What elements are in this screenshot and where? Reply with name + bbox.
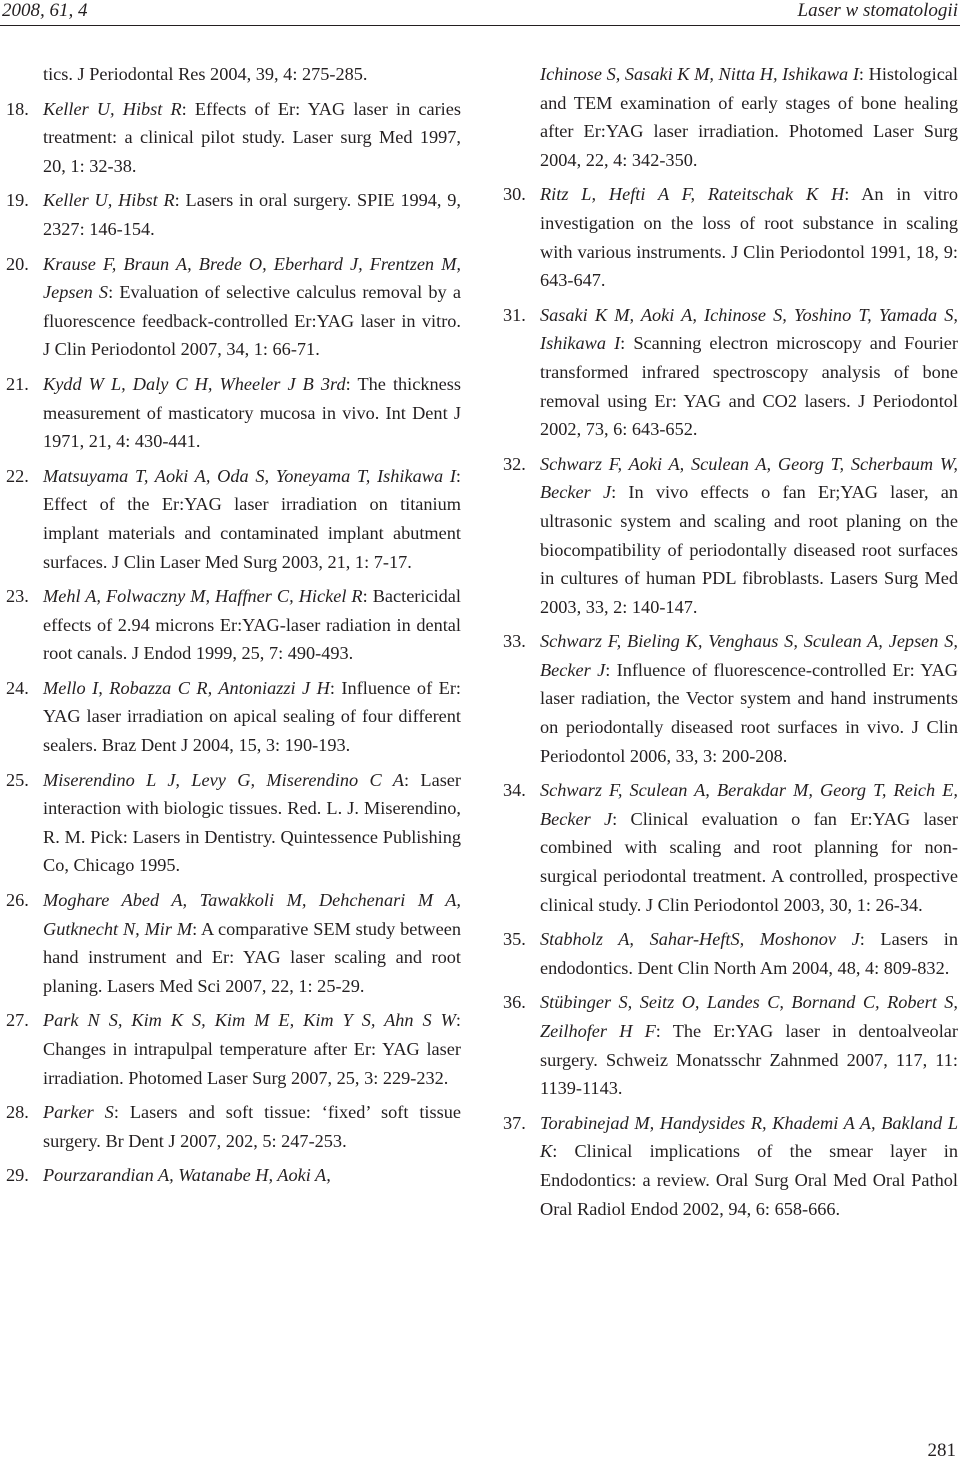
page-number: 281 xyxy=(927,1440,956,1461)
reference-entry xyxy=(6,766,461,880)
reference-citation: : Lasers in oral surgery. SPIE 1994, 9, 2327: 146-154. xyxy=(43,190,461,239)
reference-number: 34. xyxy=(503,780,526,801)
reference-text xyxy=(43,95,461,181)
reference-number: 26. xyxy=(6,890,29,911)
reference-text xyxy=(43,1161,461,1190)
reference-authors: Schwarz F, Bieling K, Venghaus S, Sculean A, Jepsen S, Becker J xyxy=(540,631,958,680)
reference-text xyxy=(43,60,461,89)
reference-number xyxy=(6,60,43,89)
reference-authors: Park N S, Kim K S, Kim M E, Kim Y S, Ahn S W xyxy=(43,1010,456,1031)
reference-citation: : The Er:YAG laser in dentoalveolar surgery. Schweiz Monatsschr Zahnmed 2007, 117, 11: 1139-1143. xyxy=(540,1021,958,1099)
right-column xyxy=(503,60,958,1229)
reference-entry xyxy=(6,886,461,1000)
reference-citation: : Influence of Er: YAG laser irradiation on apical sealing of four different sealers. Braz Dent J 2004, 15, 3: 190-193. xyxy=(43,677,461,756)
reference-entry xyxy=(6,186,461,243)
reference-authors: Stabholz A, Sahar-HeftS, Moshonov J xyxy=(540,929,860,950)
reference-entry xyxy=(503,180,958,294)
reference-text xyxy=(43,1006,461,1092)
reference-authors: Keller U, Hibst R xyxy=(43,98,182,119)
reference-number: 37. xyxy=(503,1112,526,1133)
reference-entry xyxy=(6,95,461,181)
reference-number: 20. xyxy=(6,253,29,274)
reference-citation: : Lasers in endodontics. Dent Clin North Am 2004, 48, 4: 809-832. xyxy=(540,929,958,978)
reference-citation: tics. J Periodontal Res 2004, 39, 4: 275-285. xyxy=(43,64,368,84)
reference-entry xyxy=(6,60,461,89)
reference-number: 18. xyxy=(6,98,29,119)
reference-authors: Torabinejad M, Handysides R, Khademi A A, Bakland L K xyxy=(540,1112,958,1162)
reference-entry xyxy=(6,1006,461,1092)
reference-authors: Stübinger S, Seitz O, Landes C, Bornand C, Robert S, Zeilhofer H F xyxy=(540,992,958,1041)
journal-issue: 2008, 61, 4 xyxy=(2,0,88,21)
reference-text xyxy=(43,886,461,1000)
reference-citation: : An in vitro investigation on the loss of root substance in scaling with various instruments. J Clin Periodontol 1991, 18, 9: 643-647. xyxy=(540,184,959,291)
reference-entry xyxy=(503,988,958,1102)
reference-number: 33. xyxy=(503,631,526,652)
reference-number: 19. xyxy=(6,190,29,211)
reference-authors: Ichinose S, Sasaki K M, Nitta H, Ishikawa I xyxy=(540,64,859,84)
reference-authors: Moghare Abed A, Tawakkoli M, Dehchenari M A, Gutknecht N, Mir M xyxy=(43,890,461,939)
reference-text xyxy=(540,627,958,770)
journal-title: Laser w stomatologii xyxy=(797,0,958,21)
reference-text xyxy=(540,925,958,982)
reference-entry xyxy=(6,1161,461,1190)
reference-text xyxy=(43,462,461,576)
reference-text xyxy=(43,1098,461,1155)
reference-entry xyxy=(503,301,958,444)
reference-entry xyxy=(503,627,958,770)
reference-citation: : Effect of the Er:YAG laser irradiation on titanium implant materials and contaminated implant abutment surfaces. J Clin Laser Med Surg 2003, 21, 1: 7-17. xyxy=(43,465,461,572)
reference-text xyxy=(540,60,958,174)
reference-authors: Miserendino L J, Levy G, Miserendino C A xyxy=(43,769,404,790)
reference-citation: : A comparative SEM study between hand instrument and Er: YAG laser scaling and root planing. Lasers Med Sci 2007, 22, 1: 25-29. xyxy=(43,918,462,996)
reference-entry xyxy=(6,370,461,456)
reference-text xyxy=(540,988,958,1102)
reference-text xyxy=(540,1109,958,1223)
reference-text xyxy=(43,766,461,880)
reference-number: 35. xyxy=(503,929,526,950)
reference-authors: Mello I, Robazza C R, Antoniazzi J H xyxy=(43,677,330,698)
reference-authors: Pourzarandian A, Watanabe H, Aoki A, xyxy=(43,1165,331,1186)
reference-entry xyxy=(6,674,461,760)
reference-number: 22. xyxy=(6,465,29,486)
reference-citation: : Clinical implications of the smear layer in Endodontics: a review. Oral Surg Oral Med Oral Pathol Oral Radiol Endod 2002, 94, 6: 658-666. xyxy=(540,1141,958,1219)
left-column xyxy=(6,60,461,1196)
reference-text xyxy=(540,301,958,444)
reference-number: 36. xyxy=(503,992,526,1013)
reference-citation: : Evaluation of selective calculus removal by a fluorescence feedback-controlled Er:YAG laser in vitro. J Clin Periodontol 2007, 34, 1: 66-71. xyxy=(43,282,461,360)
reference-citation: : In vivo effects o fan Er;YAG laser, an ultrasonic system and scaling and root planing on the biocompatibility of periodontally diseased root surfaces in cultures of human PDL fibroblasts. Lasers Surg Med 2003, 33, 2: 140-147. xyxy=(540,482,958,617)
reference-text xyxy=(43,370,461,456)
reference-authors: Schwarz F, Sculean A, Berakdar M, Georg T, Reich E, Becker J xyxy=(540,780,958,829)
reference-number: 28. xyxy=(6,1102,29,1123)
reference-authors: Keller U, Hibst R xyxy=(43,190,175,211)
reference-citation: : Effects of Er: YAG laser in caries treatment: a clinical pilot study. Laser surg Med 1997, 20, 1: 32-38. xyxy=(43,98,461,176)
reference-number: 24. xyxy=(6,677,29,698)
reference-number: 21. xyxy=(6,373,29,394)
reference-text xyxy=(43,674,461,760)
reference-text xyxy=(43,582,461,668)
reference-text xyxy=(43,250,461,364)
reference-entry xyxy=(503,60,958,174)
reference-authors: Sasaki K M, Aoki A, Ichinose S, Yoshino T, Yamada S, Ishikawa I xyxy=(540,304,958,354)
reference-text xyxy=(540,776,958,919)
reference-citation: : Changes in intrapulpal temperature after Er: YAG laser irradiation. Photomed Laser Surg 2007, 25, 3: 229-232. xyxy=(43,1010,461,1088)
reference-entry xyxy=(6,462,461,576)
reference-number: 29. xyxy=(6,1165,29,1186)
reference-number: 31. xyxy=(503,304,526,325)
reference-authors: Mehl A, Folwaczny M, Haffner C, Hickel R xyxy=(43,586,363,607)
reference-text xyxy=(540,180,958,294)
reference-citation: : Bactericidal effects of 2.94 microns Er:YAG-laser radiation in dental root canals. J Endod 1999, 25, 7: 490-493. xyxy=(43,586,461,664)
reference-entry xyxy=(503,776,958,919)
reference-citation: : Lasers and soft tissue: ‘fixed’ soft tissue surgery. Br Dent J 2007, 202, 5: 247-253. xyxy=(43,1102,461,1151)
running-header xyxy=(0,0,960,24)
reference-entry xyxy=(503,925,958,982)
reference-number: 27. xyxy=(6,1010,29,1031)
reference-entry xyxy=(503,1109,958,1223)
reference-citation: : Laser interaction with biologic tissues. Red. L. J. Miserendino, R. M. Pick: Lasers in Dentistry. Quintessence Publishing Co, Chicago 1995. xyxy=(43,769,462,876)
reference-text xyxy=(43,186,461,243)
reference-citation: : The thickness measurement of masticatory mucosa in vivo. Int Dent J 1971, 21, 4: 430-441. xyxy=(43,373,461,452)
reference-number xyxy=(503,60,540,174)
reference-entry xyxy=(6,582,461,668)
reference-authors: Schwarz F, Aoki A, Sculean A, Georg T, Scherbaum W, Becker J xyxy=(540,453,958,503)
reference-citation: : Scanning electron microscopy and Fourier transformed infrared spectroscopy analysis of bone removal using Er: YAG and CO2 lasers. J Periodontol 2002, 73, 6: 643-652. xyxy=(540,333,959,440)
reference-number: 25. xyxy=(6,769,29,790)
reference-entry xyxy=(6,250,461,364)
reference-citation: : Clinical evaluation o fan Er:YAG laser combined with scaling and root planning for non-surgical periodontal treatment. A controlled, prospective clinical study. J Clin Periodontol 2003, 30, 1: 26-34. xyxy=(540,808,958,915)
reference-authors: Matsuyama T, Aoki A, Oda S, Yoneyama T, Ishikawa I xyxy=(43,465,456,486)
reference-entry xyxy=(503,450,958,622)
reference-entry xyxy=(6,1098,461,1155)
header-rule xyxy=(0,25,960,26)
reference-authors: Kydd W L, Daly C H, Wheeler J B 3rd xyxy=(43,373,346,394)
reference-citation: : Influence of fluorescence-controlled Er: YAG laser radiation, the Vector system and hand instruments on periodontally diseased root surfaces in vivo. J Clin Periodontol 2006, 33, 3: 200-208. xyxy=(540,659,958,766)
reference-number: 32. xyxy=(503,453,526,474)
reference-citation: : Histological and TEM examination of early stages of bone healing after Er:YAG laser irradiation. Photomed Laser Surg 2004, 22, 4: 342-350. xyxy=(540,64,959,170)
reference-text xyxy=(540,450,958,622)
reference-authors: Ritz L, Hefti A F, Rateitschak K H xyxy=(540,184,845,205)
reference-authors: Krause F, Braun A, Brede O, Eberhard J, Frentzen M, Jepsen S xyxy=(43,253,461,303)
reference-number: 30. xyxy=(503,184,526,205)
reference-number: 23. xyxy=(6,586,29,607)
reference-authors: Parker S xyxy=(43,1102,114,1123)
